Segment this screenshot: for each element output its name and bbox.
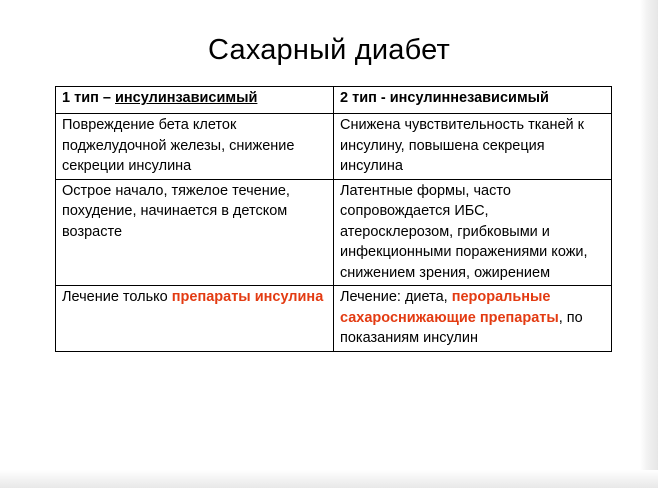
- table-row: [56, 179, 612, 286]
- row3-type1-highlight: препараты инсулина: [171, 289, 324, 305]
- table-header-row: [56, 87, 612, 114]
- header-type1-term: инсулинзависимый: [115, 90, 258, 106]
- row2-type2-cell: Латентные формы, часто сопровождается ИБС, атеросклерозом, грибковыми и инфекционными поражениями кожи, снижением зрения, ожирением: [334, 179, 612, 286]
- row3-type1-prefix: Лечение только: [62, 289, 172, 305]
- row3-type2-highlight: пероральные сахароснижающие препараты: [340, 289, 559, 326]
- slide-title: Сахарный диабет: [208, 34, 450, 66]
- slide-bottom-shadow: [0, 470, 658, 488]
- row1-type1-cell: Повреждение бета клеток поджелудочной железы, снижение секреции инсулина: [56, 114, 334, 180]
- header-type1-prefix: 1 тип –: [62, 90, 115, 106]
- slide-right-shadow: [640, 0, 658, 488]
- row2-type1-cell: Острое начало, тяжелое течение, похудение, начинается в детском возрасте: [56, 179, 334, 286]
- row3-type1-cell: [56, 286, 334, 352]
- table-row: [56, 114, 612, 180]
- header-type1-cell: [56, 87, 334, 114]
- comparison-table: [55, 86, 612, 352]
- row3-type2-prefix: Лечение: диета,: [340, 289, 452, 305]
- table-row: [56, 286, 612, 352]
- row1-type2-cell: Снижена чувствительность тканей к инсулину, повышена секреция инсулина: [334, 114, 612, 180]
- row3-type2-cell: [334, 286, 612, 352]
- row3-type2-suffix: , по показаниям инсулин: [340, 309, 583, 346]
- header-type2-cell: 2 тип - инсулиннезависимый: [334, 87, 612, 114]
